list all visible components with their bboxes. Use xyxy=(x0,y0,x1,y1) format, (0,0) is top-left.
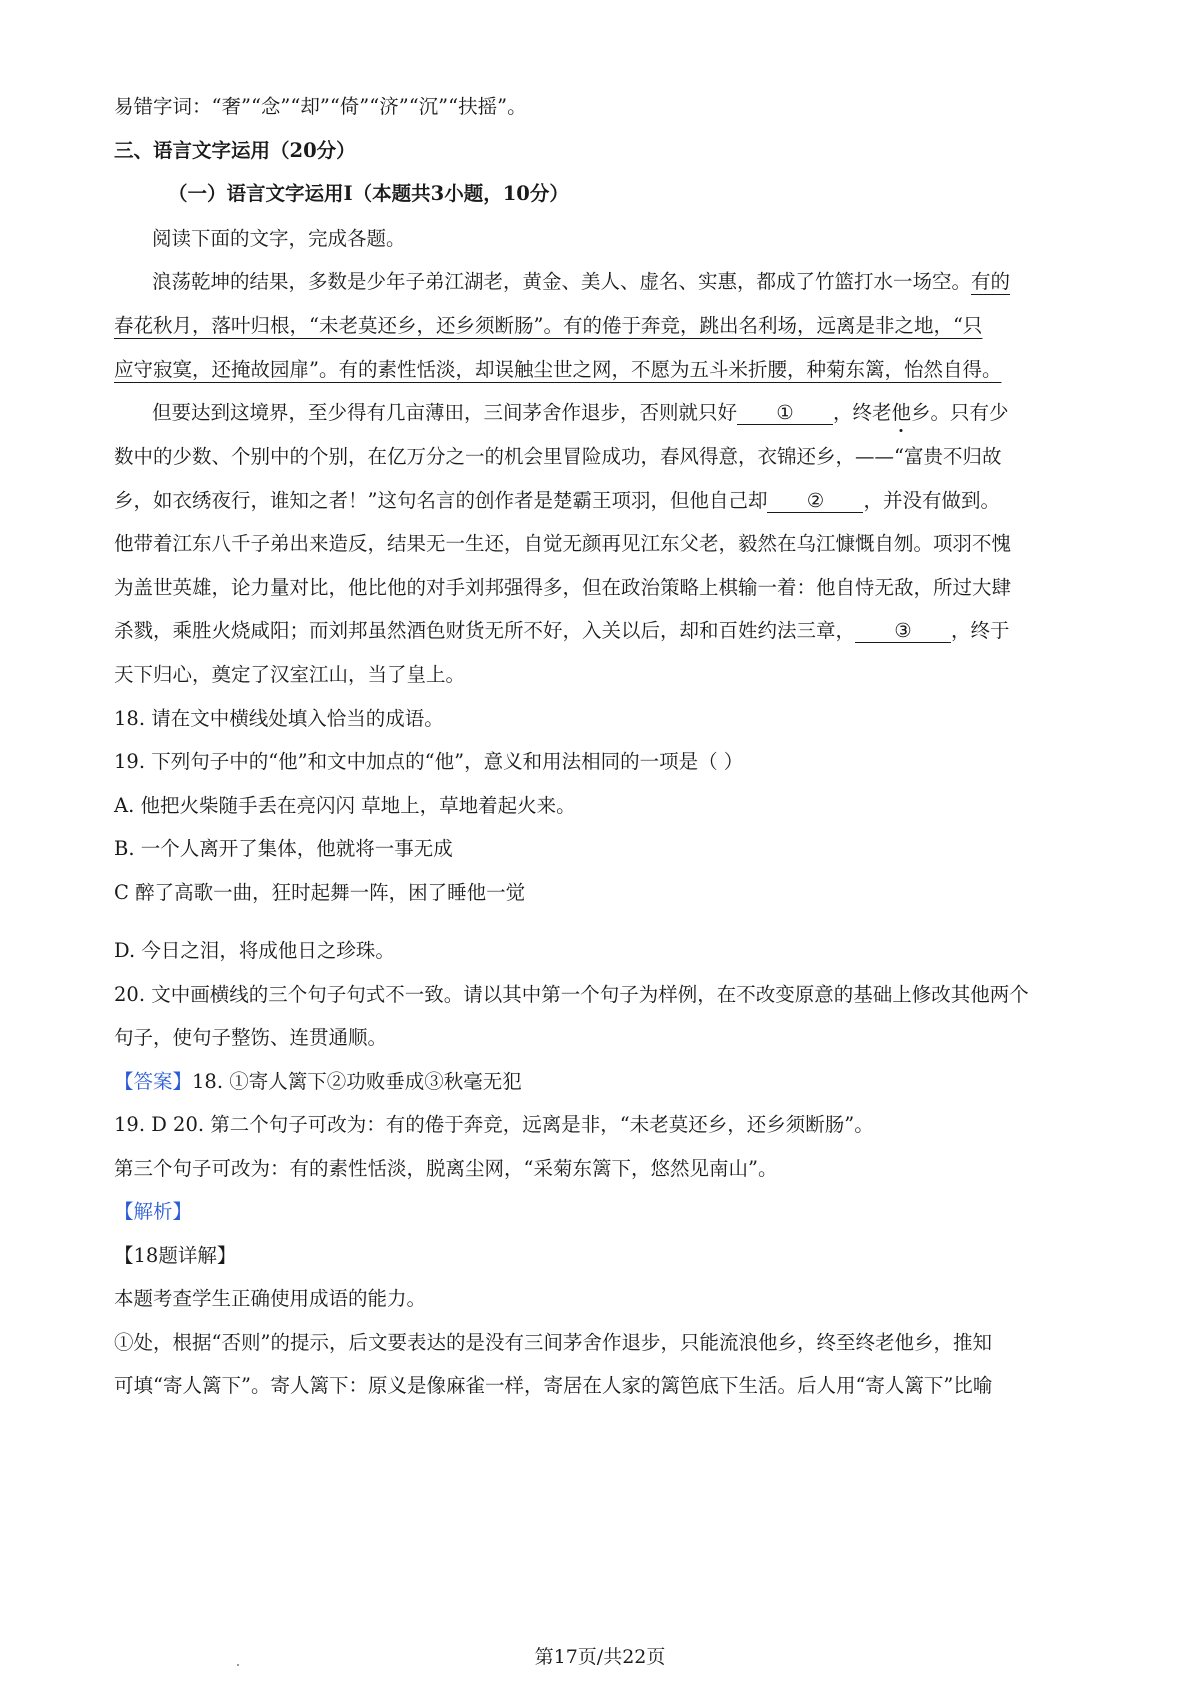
option-b: B. 一个人离开了集体，他就将一事无成 xyxy=(114,837,453,860)
detail-18-heading: 【18题详解】 xyxy=(114,1244,237,1267)
analysis-label: 【解析】 xyxy=(114,1200,193,1223)
dotted-ta-char: 他 xyxy=(891,401,912,424)
question-20-line-2: 句子，使句子整饬、连贯通顺。 xyxy=(114,1026,388,1049)
passage-line-5: 数中的少数、个别中的个别，在亿万分之一的机会里冒险成功，春风得意，衣锦还乡，——“富贵不归故 xyxy=(114,445,1002,468)
question-18: 18. 请在文中横线处填入恰当的成语。 xyxy=(114,707,444,730)
passage-line-6: 乡，如衣绣夜行，谁知之者！”这句名言的创作者是楚霸王项羽，但他自己却 ② ，并没有做到。 xyxy=(114,489,1000,512)
passage-line-7: 他带着江东八千子弟出来造反，结果无一生还，自觉无颜再见江东父老，毅然在乌江慷慨自刎。项羽不愧 xyxy=(114,532,1012,555)
passage-line-10: 天下归心，奠定了汉室江山，当了皇上。 xyxy=(114,663,466,686)
passage-line-1: 浪荡乾坤的结果，多数是少年子弟江湖老，黄金、美人、虚名、实惠，都成了竹篮打水一场空。有的 xyxy=(152,270,1011,293)
passage-line-4: 但要达到这境界，至少得有几亩薄田，三间茅舍作退步，否则就只好 ① ，终老他乡。只有少 xyxy=(152,401,1009,424)
blank-2: ② xyxy=(767,490,863,513)
passage-line-8: 为盖世英雄，论力量对比，他比他的对手刘邦强得多，但在政治策略上棋输一着：他自恃无敌，所过大肆 xyxy=(114,576,1012,599)
detail-line-3: 可填“寄人篱下”。寄人篱下：原义是像麻雀一样，寄居在人家的篱笆底下生活。后人用“寄人篱下”比喻 xyxy=(114,1374,993,1397)
option-a: A. 他把火柴随手丢在亮闪闪 草地上，草地着起火来。 xyxy=(114,794,576,817)
subsection-1-heading: （一）语言文字运用Ⅰ（本题共3小题，10分） xyxy=(168,182,569,205)
section-3-heading: 三、语言文字运用（20分） xyxy=(114,139,356,162)
page-number: 第17页/共22页 xyxy=(534,1646,666,1668)
answer-19-20: 19. D 20. 第二个句子可改为：有的倦于奔竞，远离是非，“未老莫还乡，还乡须断肠”。 xyxy=(114,1113,874,1136)
question-20-line-1: 20. 文中画横线的三个句子句式不一致。请以其中第一个句子为样例，在不改变原意的基础上修改其他两个 xyxy=(114,983,1029,1006)
blank-3: ③ xyxy=(855,620,951,643)
question-19: 19. 下列句子中的“他”和文中加点的“他”，意义和用法相同的一项是（ ） xyxy=(114,750,744,773)
passage-line-3: 应守寂寞，还掩故园扉”。有的素性恬淡，却误触尘世之网，不愿为五斗米折腰，种菊东篱，怡然自得。 xyxy=(114,358,1002,381)
answer-line: 【答案】18. ①寄人篱下②功败垂成③秋毫无犯 xyxy=(114,1070,522,1093)
underlined-sentence-start: 有的 xyxy=(971,270,1011,293)
answer-20-continued: 第三个句子可改为：有的素性恬淡，脱离尘网，“采菊东篱下，悠然见南山”。 xyxy=(114,1157,778,1180)
answer-label: 【答案】 xyxy=(114,1070,193,1093)
error-prone-words: 易错字词：“奢”“念”“却”“倚”“济”“沉”“扶摇”。 xyxy=(114,95,527,118)
passage-line-9: 杀戮，乘胜火烧咸阳；而刘邦虽然酒色财货无所不好，入关以后，却和百姓约法三章， ③ ，终于 xyxy=(114,619,1010,642)
option-c: C 醉了高歌一曲，狂时起舞一阵，困了睡他一觉 xyxy=(114,881,526,904)
blank-1: ① xyxy=(737,402,833,425)
option-d: D. 今日之泪，将成他日之珍珠。 xyxy=(114,939,395,962)
passage-line-2: 春花秋月，落叶归根，“未老莫还乡，还乡须断肠”。有的倦于奔竞，跳出名利场，远离是非之地，“只 xyxy=(114,314,983,337)
reading-instruction: 阅读下面的文字，完成各题。 xyxy=(152,227,406,250)
detail-line-2: ①处，根据“否则”的提示，后文要表达的是没有三间茅舍作退步，只能流浪他乡，终至终老他乡，推知 xyxy=(114,1331,992,1354)
detail-line-1: 本题考查学生正确使用成语的能力。 xyxy=(114,1287,427,1310)
